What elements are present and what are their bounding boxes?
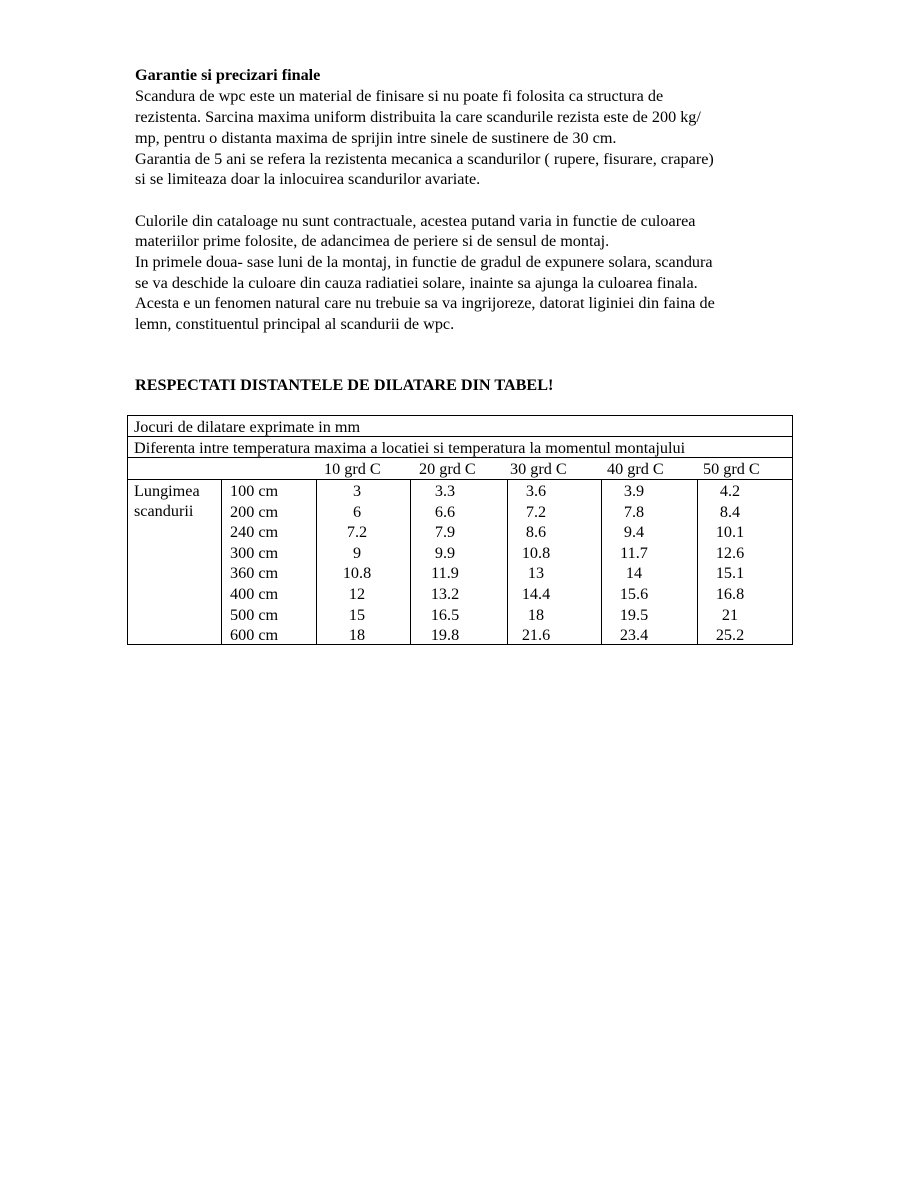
value-cell: 19.5 xyxy=(619,605,649,624)
paragraph-line: Garantia de 5 ani se refera la rezistenta mecanica a scandurilor ( rupere, fisurare, crapare) xyxy=(135,150,714,168)
value-cell: 13.2 xyxy=(430,585,460,603)
paragraph-line: se va deschide la culoare din cauza radiatiei solare, inainte sa ajunga la culoarea finala. xyxy=(135,274,698,292)
paragraph-line: In primele doua- sase luni de la montaj, in functie de gradul de expunere solara, scandura xyxy=(135,253,713,271)
table-col-divider xyxy=(316,479,317,645)
value-cell: 21.6 xyxy=(521,626,551,645)
value-cell: 3.6 xyxy=(525,482,547,500)
value-cell: 11.9 xyxy=(431,564,459,583)
value-cell: 6 xyxy=(352,502,362,521)
length-cell: 300 cm xyxy=(230,543,279,562)
length-cell: 500 cm xyxy=(230,605,279,624)
value-cell: 18 xyxy=(348,626,366,645)
row-label: Lungimea xyxy=(134,482,200,500)
temp-header: 30 grd C xyxy=(510,460,567,478)
table-title: Jocuri de dilatare exprimate in mm xyxy=(134,418,361,436)
paragraph-line: rezistenta. Sarcina maxima uniform distribuita la care scandurile rezista este de 200 kg/ xyxy=(135,108,701,126)
value-cell: 11.7 xyxy=(620,543,648,562)
value-cell: 13 xyxy=(527,564,545,583)
paragraph-line: Culorile din cataloage nu sunt contractuale, acestea putand varia in functie de culoarea xyxy=(135,212,696,230)
temp-header: 10 grd C xyxy=(324,460,381,478)
value-cell: 8.4 xyxy=(719,502,741,521)
value-cell: 15.6 xyxy=(619,585,649,603)
table-rule xyxy=(127,479,793,480)
table-col-divider xyxy=(221,479,222,645)
value-cell: 25.2 xyxy=(715,626,745,645)
length-cell: 600 cm xyxy=(230,626,279,645)
section-title: Garantie si precizari finale xyxy=(135,66,321,84)
value-cell: 15.1 xyxy=(715,564,745,583)
table-col-divider xyxy=(697,479,698,645)
value-cell: 7.2 xyxy=(346,523,368,542)
table-col-divider xyxy=(601,479,602,645)
value-cell: 16.8 xyxy=(715,585,745,603)
value-cell: 4.2 xyxy=(719,482,741,500)
temp-header: 20 grd C xyxy=(419,460,476,478)
table-rule xyxy=(127,436,793,437)
table-border-top xyxy=(127,415,793,416)
table-col-divider xyxy=(410,479,411,645)
value-cell: 23.4 xyxy=(619,626,649,645)
paragraph-line: si se limiteaza doar la inlocuirea scandurilor avariate. xyxy=(135,170,481,188)
length-cell: 200 cm xyxy=(230,502,279,521)
paragraph-line: mp, pentru o distanta maxima de sprijin intre sinele de sustinere de 30 cm. xyxy=(135,129,617,147)
value-cell: 10.8 xyxy=(342,564,372,583)
value-cell: 14.4 xyxy=(521,585,551,603)
length-cell: 400 cm xyxy=(230,585,279,603)
value-cell: 18 xyxy=(527,605,545,624)
value-cell: 7.9 xyxy=(434,523,456,542)
value-cell: 14 xyxy=(625,564,643,583)
value-cell: 10.1 xyxy=(715,523,745,542)
length-cell: 240 cm xyxy=(230,523,279,542)
paragraph-line: lemn, constituentul principal al scandurii de wpc. xyxy=(135,315,455,333)
table-border-right xyxy=(792,415,793,645)
value-cell: 9.9 xyxy=(434,543,456,562)
length-cell: 360 cm xyxy=(230,564,279,583)
row-label: scandurii xyxy=(134,502,194,520)
value-cell: 9.4 xyxy=(623,523,645,542)
value-cell: 3.3 xyxy=(434,482,456,500)
value-cell: 12 xyxy=(348,585,366,603)
value-cell: 7.2 xyxy=(525,502,547,521)
paragraph-line: Scandura de wpc este un material de finisare si nu poate fi folosita ca structura de xyxy=(135,87,664,105)
table-subtitle: Diferenta intre temperatura maxima a locatiei si temperatura la momentul montajului xyxy=(134,439,686,457)
value-cell: 16.5 xyxy=(430,605,460,624)
value-cell: 7.8 xyxy=(623,502,645,521)
table-rule xyxy=(127,457,793,458)
value-cell: 3.9 xyxy=(623,482,645,500)
value-cell: 12.6 xyxy=(715,543,745,562)
length-cell: 100 cm xyxy=(230,482,279,500)
table-heading: RESPECTATI DISTANTELE DE DILATARE DIN TABEL! xyxy=(135,376,554,394)
table-border-left xyxy=(127,415,128,645)
temp-header: 40 grd C xyxy=(607,460,664,478)
value-cell: 21 xyxy=(721,605,739,624)
value-cell: 10.8 xyxy=(521,543,551,562)
value-cell: 19.8 xyxy=(430,626,460,645)
value-cell: 3 xyxy=(352,482,362,500)
temp-header: 50 grd C xyxy=(703,460,760,478)
value-cell: 15 xyxy=(348,605,366,624)
paragraph-line: Acesta e un fenomen natural care nu trebuie sa va ingrijoreze, datorat liginiei din faina de xyxy=(135,294,715,312)
value-cell: 8.6 xyxy=(525,523,547,542)
value-cell: 9 xyxy=(352,543,362,562)
paragraph-line: materiilor prime folosite, de adancimea de periere si de sensul de montaj. xyxy=(135,232,610,250)
value-cell: 6.6 xyxy=(434,502,456,521)
